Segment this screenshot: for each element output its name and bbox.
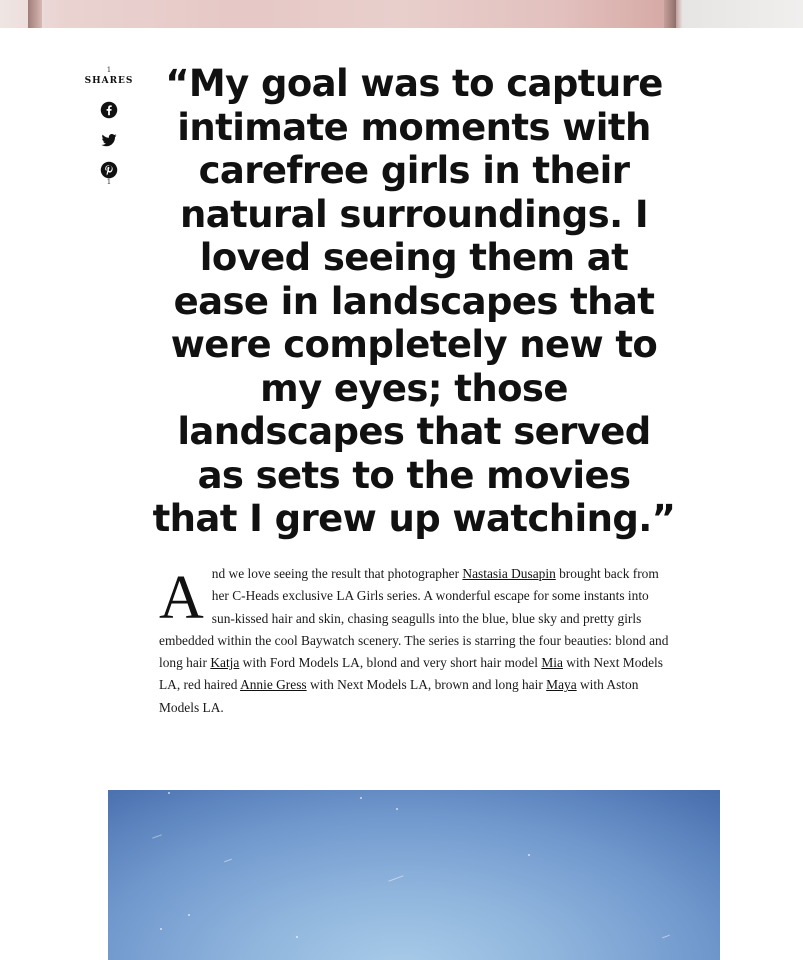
sky-speck (160, 928, 162, 930)
sky-speck (528, 854, 530, 856)
sky-streak (662, 935, 670, 939)
model-link-annie-gress[interactable]: Annie Gress (240, 677, 307, 693)
share-label: SHARES (84, 76, 134, 86)
paragraph-text: with Next Models LA, red haired (159, 655, 663, 693)
pull-quote: “My goal was to capture intimate moments with carefree girls in their natural surroundings. I loved seeing them at ease in landscapes that were completely new to my eyes; those landscapes that served as sets to the movies that I grew up watching.” (152, 62, 676, 540)
drop-cap: A (159, 564, 204, 632)
paragraph-text: brought back from her C-Heads exclusive LA Girls series. A wonderful escape for some instants into sun-kissed hair and skin, chasing seagulls into the blue, blue sky and pretty girls embedded within the cool Baywatch scenery. The series is starring the four beauties: blond and long hair (159, 566, 669, 671)
sky-photo (108, 790, 720, 960)
facebook-icon[interactable] (100, 101, 118, 119)
model-link-katja[interactable]: Katja (210, 655, 240, 671)
model-link-maya[interactable]: Maya (546, 677, 577, 693)
hero-image-detail (28, 0, 42, 28)
sky-speck (296, 936, 298, 938)
paragraph-text: nd we love seeing the result that photographer (211, 566, 463, 581)
sky-streak (224, 859, 232, 863)
sky-streak (388, 875, 403, 881)
pinterest-share-count: 1 (106, 178, 112, 186)
sky-speck (360, 797, 362, 799)
share-sidebar (84, 66, 134, 187)
photographer-link[interactable]: Nastasia Dusapin (462, 566, 556, 581)
pinterest-icon[interactable] (100, 161, 118, 179)
paragraph-text: with Aston Models LA. (159, 677, 639, 715)
sky-streak (152, 834, 162, 838)
sky-speck (396, 808, 398, 810)
hero-image-top (0, 0, 803, 28)
twitter-icon[interactable] (100, 131, 118, 149)
paragraph-text: with Ford Models LA, blond and very short hair model (239, 655, 542, 671)
article-paragraph (159, 563, 669, 719)
share-count: 1 (106, 66, 112, 74)
hero-image-detail (664, 0, 676, 28)
model-link-mia[interactable]: Mia (541, 655, 563, 671)
sky-speck (168, 792, 170, 794)
sky-speck (188, 914, 190, 916)
paragraph-text: with Next Models LA, brown and long hair (306, 677, 547, 693)
